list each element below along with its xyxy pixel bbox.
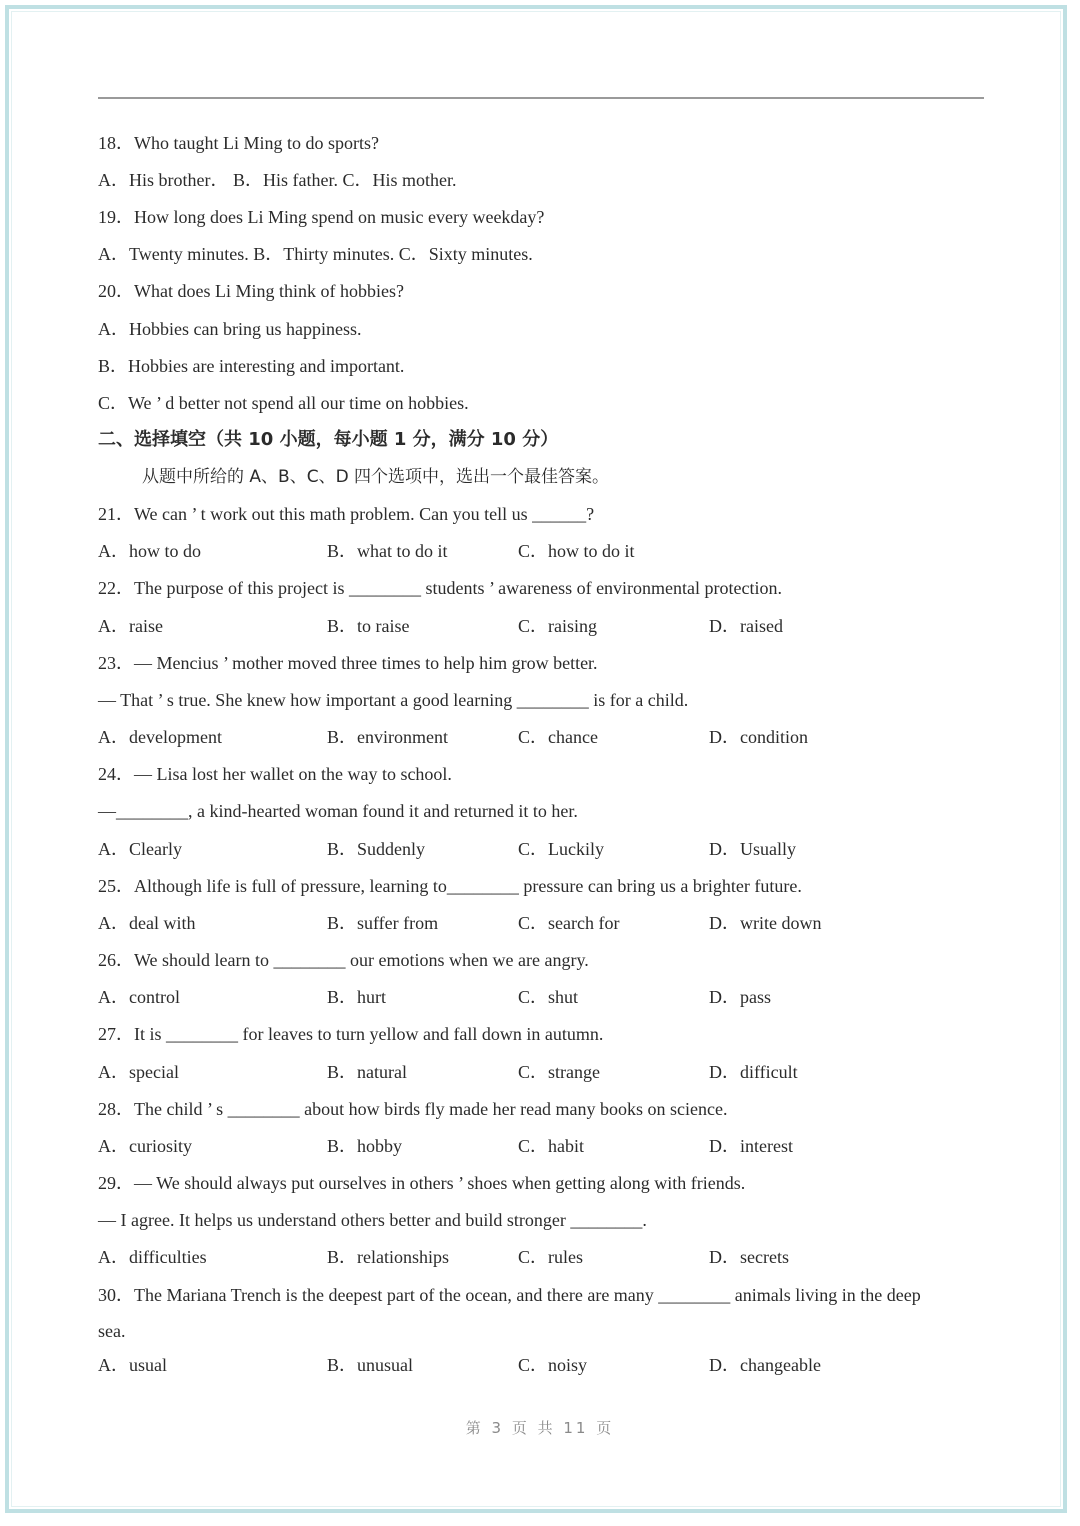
q27-option-d: D．difficult: [709, 1062, 798, 1082]
question-19: 19．How long does Li Ming spend on music every weekday?: [98, 207, 545, 227]
q22-option-a: A．raise: [98, 616, 163, 636]
q30-option-c: C．noisy: [518, 1355, 588, 1375]
page-number-footer: 第 3 页 共 11 页: [465, 1419, 615, 1437]
question-24-reply: —________, a kind-hearted woman found it and returned it to her.: [98, 801, 578, 821]
q26-option-a: A．control: [98, 987, 180, 1007]
q21-option-c: C．how to do it: [518, 541, 635, 561]
question-18-options: A．His brother． B．His father. C．His mother.: [98, 170, 457, 190]
q25-option-b: B．suffer from: [327, 913, 439, 933]
section-2-heading: 二、选择填空（共 10 小题，每小题 1 分，满分 10 分）: [98, 429, 559, 450]
q27-option-a: A．special: [98, 1062, 179, 1082]
q28-option-c: C．habit: [518, 1136, 584, 1156]
q30-option-d: D．changeable: [709, 1355, 821, 1375]
question-29: 29．— We should always put ourselves in others ’ shoes when getting along with friends.: [98, 1173, 746, 1193]
question-20-option-b: B．Hobbies are interesting and important.: [98, 356, 405, 376]
q25-option-a: A．deal with: [98, 913, 196, 933]
q27-option-c: C．strange: [518, 1062, 600, 1082]
q30-option-b: B．unusual: [327, 1355, 414, 1375]
question-25: 25．Although life is full of pressure, learning to________ pressure can bring us a brighter future.: [98, 876, 802, 896]
q28-option-d: D．interest: [709, 1136, 793, 1156]
question-27: 27．It is ________ for leaves to turn yellow and fall down in autumn.: [98, 1024, 604, 1044]
question-23-reply: — That ’ s true. She knew how important a good learning ________ is for a child.: [98, 690, 689, 710]
question-22: 22．The purpose of this project is ________ students ’ awareness of environmental protection.: [98, 578, 783, 598]
q23-option-b: B．environment: [327, 727, 448, 747]
q29-option-c: C．rules: [518, 1247, 583, 1267]
q30-option-a: A．usual: [98, 1355, 167, 1375]
q24-option-b: B．Suddenly: [327, 839, 426, 859]
question-20-option-a: A．Hobbies can bring us happiness.: [98, 319, 362, 339]
q25-option-d: D．write down: [709, 913, 822, 933]
q21-option-a: A．how to do: [98, 541, 201, 561]
q23-option-a: A．development: [98, 727, 222, 747]
q24-option-a: A．Clearly: [98, 839, 182, 859]
question-30: 30．The Mariana Trench is the deepest part of the ocean, and there are many ________ animals living in the deep: [98, 1285, 921, 1305]
question-20-option-c: C．We ’ d better not spend all our time on hobbies.: [98, 393, 469, 413]
q21-option-b: B．what to do it: [327, 541, 448, 561]
q24-option-c: C．Luckily: [518, 839, 604, 859]
q25-option-c: C．search for: [518, 913, 620, 933]
question-20: 20．What does Li Ming think of hobbies?: [98, 281, 404, 301]
q28-option-b: B．hobby: [327, 1136, 403, 1156]
q23-option-c: C．chance: [518, 727, 598, 747]
q26-option-c: C．shut: [518, 987, 579, 1007]
q22-option-d: D．raised: [709, 616, 783, 636]
question-29-reply: — I agree. It helps us understand others better and build stronger ________.: [98, 1210, 647, 1230]
q26-option-d: D．pass: [709, 987, 771, 1007]
q29-option-a: A．difficulties: [98, 1247, 207, 1267]
q23-option-d: D．condition: [709, 727, 808, 747]
question-23: 23．— Mencius ’ mother moved three times to help him grow better.: [98, 653, 598, 673]
question-19-options: A．Twenty minutes. B．Thirty minutes. C．Sixty minutes.: [98, 244, 533, 264]
q29-option-b: B．relationships: [327, 1247, 449, 1267]
header-rule: [98, 97, 984, 99]
q28-option-a: A．curiosity: [98, 1136, 192, 1156]
question-28: 28．The child ’ s ________ about how birds fly made her read many books on science.: [98, 1099, 728, 1119]
q22-option-c: C．raising: [518, 616, 597, 636]
question-30-continued: sea.: [98, 1321, 126, 1341]
q24-option-d: D．Usually: [709, 839, 796, 859]
q27-option-b: B．natural: [327, 1062, 407, 1082]
question-24: 24．— Lisa lost her wallet on the way to school.: [98, 764, 452, 784]
q26-option-b: B．hurt: [327, 987, 387, 1007]
question-21: 21．We can ’ t work out this math problem. Can you tell us ______?: [98, 504, 595, 524]
question-18: 18．Who taught Li Ming to do sports?: [98, 133, 379, 153]
q22-option-b: B．to raise: [327, 616, 410, 636]
q29-option-d: D．secrets: [709, 1247, 789, 1267]
section-2-instruction: 从题中所给的 A、B、C、D 四个选项中，选出一个最佳答案。: [142, 467, 610, 487]
question-26: 26．We should learn to ________ our emotions when we are angry.: [98, 950, 589, 970]
